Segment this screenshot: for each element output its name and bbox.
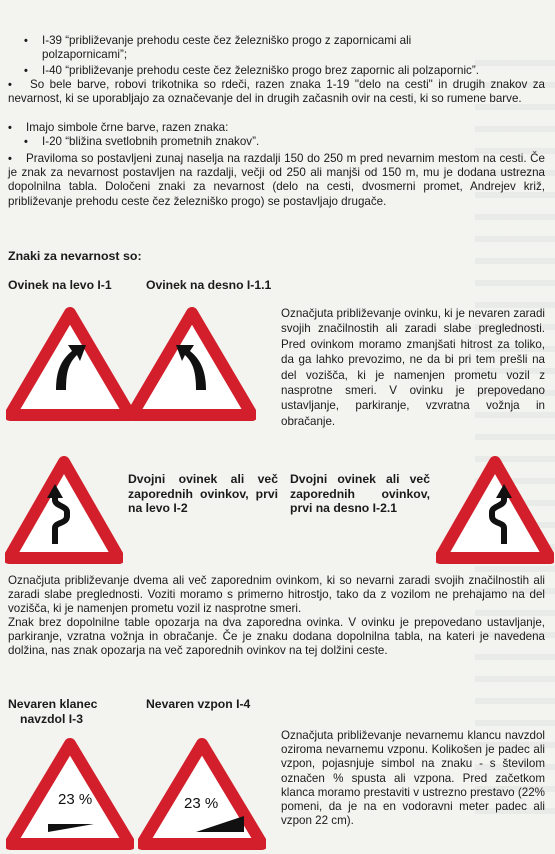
paragraph-curve: Označjuta približevanje ovinku, ki je nevaren zaradi svojih značilnostih ali zaradi slabe preglednosti. Pred ovinkom moramo zmanjšati hitrost za toliko, da ga lahko prevozimo, ne da bi pri tem prešli na del vozišča, ki je namenjen prometu vozil z nasprotne smeri. V ovinku je prepovedano ustavljanje, parkiranje, vzvratna vožnja in obračanje. <box>281 307 545 428</box>
item-i40: I-40 “približevanje prehodu ceste čez železniško progo brez zapornic ali polzapornic”. <box>42 64 479 77</box>
bullet: • <box>8 79 12 91</box>
sign-title-i3-line1: Nevaren klanec <box>8 697 98 711</box>
bullet-small: • <box>24 35 28 47</box>
item-i20: I-20 “bližina svetlobnih prometnih znakov”. <box>42 135 260 148</box>
sign-steep-ascent <box>138 738 266 850</box>
sign-double-curve-left <box>5 456 123 564</box>
paragraph-slope: Označjuta približevanje nevarnemu klancu navzdol oziroma nevarnemu vzponu. Kolikošen je padec ali vzpon, pojasnjuje simbol na znaku - s številom označen % spusta ali vzpona. Pred začetkom klanca moramo prestaviti v ustrezno prestavo (22% pomeni, da je na en vodoravni meter padec ali vzpon 22 cm). <box>281 729 545 828</box>
item-i39-line2: polzapornicami”; <box>42 48 128 61</box>
bullet-small: • <box>24 136 28 148</box>
item-i39-line1: I-39 “približevanje prehodu ceste čez železniško progo z zapornicami ali <box>42 34 412 47</box>
sign-title-i1: Ovinek na levo I-1 <box>8 278 112 292</box>
sign-steep-descent <box>6 738 134 850</box>
paragraph-placement: Praviloma so postavljeni zunaj naselja na razdalji 150 do 250 m pred nevarnim mestom na cesti. Če je znak za nevarnost postavljen na razdalji, večji od 250 ali manjši od 150 m, mu je dodana ustrezna dopolnilna tabla. Določeni znaki za nevarnost (delo na cesti, dvosmerni promet, Andrejev križ, približevanje prehodu ceste čez železniško progo) se postavljajo drugače. <box>8 152 545 208</box>
paragraph-double-curve: Označjuta približevanje dvema ali več zaporednim ovinkom, ki so nevarni zaradi svojih značilnostih ali zaradi slabe preglednosti. Voziti moramo s primerno hitrostjo, tako da z vozilom ne prehajamo na del vozišča, ki je namenjen prometu vozil iz nasprotne smeri. <box>8 574 545 616</box>
bullet: • <box>8 153 12 165</box>
bullet: • <box>8 122 12 134</box>
sign-title-i4: Nevaren vzpon I-4 <box>146 697 251 711</box>
percent-label: 23 % <box>184 795 219 812</box>
percent-label: 23 % <box>58 791 93 808</box>
paragraph-colors: So bele barve, robovi trikotnika so rdeči, razen znaka 1-19 "delo na cesti" in drugih znakov za nevarnost, ki se uporabljajo za označevanje del in drugih začasnih ovir na cesti, ki so rumene barve. <box>8 78 545 106</box>
section-heading: Znaki za nevarnost so: <box>8 249 142 263</box>
sign-curve-right <box>128 307 256 421</box>
sign-title-i2-1: Dvojni ovinek ali več zaporednih ovinkov, prvi na desno I-2.1 <box>290 472 430 516</box>
bullet-small: • <box>24 65 28 77</box>
paragraph-double-curve-2: Znak brez dopolnilne table opozarja na dva zaporedna ovinka. V ovinku je prepovedano ustavljanje, parkiranje, vzratna vožnja in obračanje. Če je znaku dodana dopolnilna tabla, na kateri je navedena dolžina, nas znak opozarja na več zaporednih ovinkov na tej dolžini ceste. <box>8 616 545 658</box>
sign-title-i2: Dvojni ovinek ali več zaporednih ovinkov, prvi na levo I-2 <box>128 472 278 516</box>
sign-curve-left <box>6 307 134 421</box>
sign-double-curve-right <box>436 456 554 564</box>
paragraph-symbols: Imajo simbole črne barve, razen znaka: <box>26 121 229 134</box>
sign-title-i1-1: Ovinek na desno I-1.1 <box>146 278 272 292</box>
sign-title-i3-line2: navzdol I-3 <box>20 712 83 726</box>
